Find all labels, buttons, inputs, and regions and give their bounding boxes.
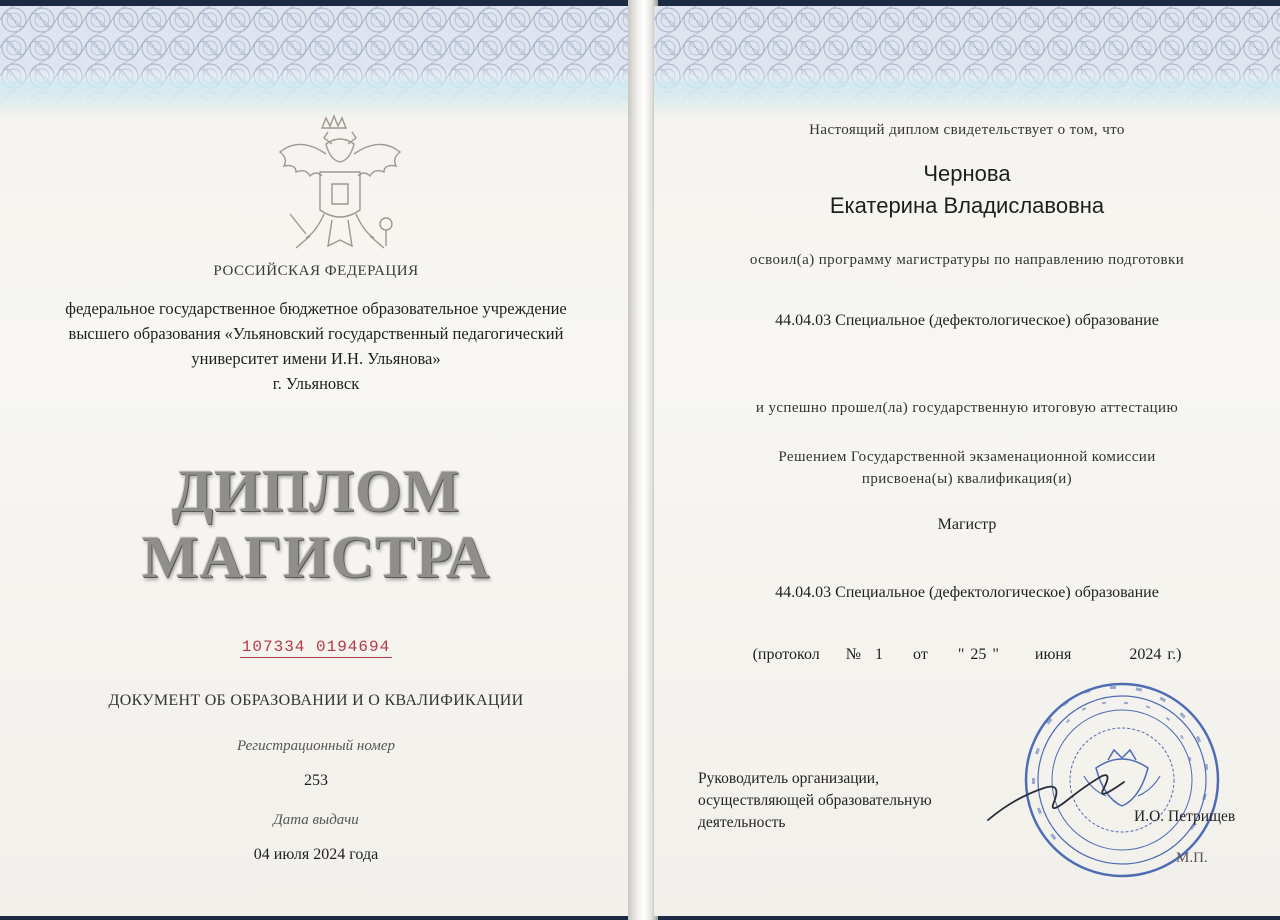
signatory-title (698, 768, 932, 834)
country-name: РОССИЙСКАЯ ФЕДЕРАЦИЯ (213, 263, 419, 279)
issue-date: 04 июля 2024 года (253, 846, 379, 863)
signatory-name: И.О. Петрищев (1134, 808, 1236, 825)
institution-name (0, 296, 632, 396)
diploma-title (0, 458, 632, 590)
protocol-number-sign: № (845, 646, 862, 663)
commission-decision-line: присвоена(ы) квалификация(и) (861, 471, 1073, 487)
document-type: ДОКУМЕНТ ОБ ОБРАЗОВАНИИ И О КВАЛИФИКАЦИИ (108, 692, 524, 709)
commission-decision (654, 446, 1280, 490)
institution-line: высшего образования «Ульяновский государственный педагогический (68, 324, 564, 343)
diploma-title-line1: ДИПЛОМ (171, 458, 461, 524)
diploma-content-page (654, 6, 1280, 916)
signatory-title-line: Руководитель организации, (698, 770, 879, 787)
graduate-surname: Чернова (923, 161, 1011, 186)
attestation-text: и успешно прошел(ла) государственную итоговую аттестацию (755, 400, 1179, 416)
serial-number (0, 638, 632, 656)
protocol-year: 2024 г.) (1129, 646, 1182, 663)
signature (984, 758, 1134, 828)
protocol-day: " 25 " (957, 646, 999, 663)
qualification: Магистр (937, 516, 997, 533)
seal-place-mark: М.П. (1176, 850, 1208, 866)
registration-number: 253 (304, 772, 328, 789)
graduate-given-names: Екатерина Владиславовна (829, 193, 1105, 218)
protocol-month: июня (1034, 646, 1072, 663)
diploma-title-line2: МАГИСТРА (141, 524, 491, 590)
registration-label: Регистрационный номер (236, 738, 395, 754)
guilloche-border (654, 6, 1280, 118)
qualification-program: 44.04.03 Специальное (дефектологическое) образование (775, 584, 1159, 601)
protocol-open: (протокол (752, 646, 820, 663)
serial-number-value: 107334 0194694 (241, 638, 391, 656)
city: г. Ульяновск (272, 374, 360, 393)
signatory-title-line: деятельность (698, 814, 786, 831)
institution-line: университет имени И.Н. Ульянова» (191, 349, 441, 368)
commission-decision-line: Решением Государственной экзаменационной комиссии (778, 449, 1156, 465)
institution-line: федеральное государственное бюджетное образовательное учреждение (65, 299, 567, 318)
issue-date-label: Дата выдачи (273, 812, 359, 828)
graduate-name (654, 158, 1280, 222)
program-name: 44.04.03 Специальное (дефектологическое) образование (775, 312, 1159, 329)
protocol-number: 1 (875, 646, 884, 663)
program-intro: освоил(а) программу магистратуры по направлению подготовки (749, 252, 1185, 268)
diploma-cover-page (0, 6, 632, 916)
protocol-from: от (913, 646, 928, 663)
signatory-title-line: осуществляющей образовательную (698, 792, 932, 809)
certificate-intro: Настоящий диплом свидетельствует о том, что (809, 122, 1125, 138)
guilloche-border (0, 6, 632, 118)
coat-of-arms-emblem (266, 114, 414, 264)
protocol-line (654, 646, 1280, 664)
